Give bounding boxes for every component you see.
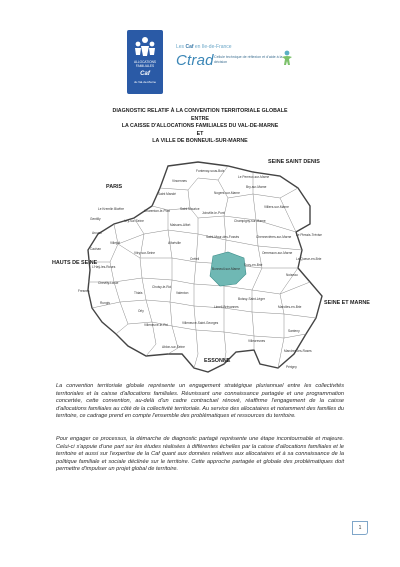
commune-label: Ormesson-sur-Marne: [262, 251, 293, 255]
title-line: ENTRE: [191, 115, 209, 122]
commune-label: L'Haÿ-les-Roses: [92, 265, 116, 269]
commune-label: Ablon-sur-Seine: [162, 345, 185, 349]
region-label: SEINE SAINT DENIS: [268, 159, 320, 165]
commune-label: La Queue-en-Brie: [296, 257, 322, 261]
commune-label: Valenton: [176, 291, 189, 295]
commune-label: Le Perreux-sur-Marne: [238, 175, 270, 179]
commune-label: Créteil: [190, 257, 200, 261]
commune-label: Champigny-sur-Marne: [234, 219, 266, 223]
commune-label: Villeneuve-Saint-Georges: [182, 321, 219, 325]
commune-label: Villejuif: [110, 241, 121, 245]
commune-label: Nogent-sur-Marne: [214, 191, 240, 195]
commune-label: Fresnes: [78, 289, 90, 293]
ctrad-name: Ctrad: [176, 52, 214, 69]
commune-label: Saint Maurice: [180, 207, 200, 211]
region-label: SEINE ET MARNE: [324, 300, 370, 306]
caf-logo-brand: Caf: [140, 71, 150, 77]
commune-label: Villiers-sur-Marne: [264, 205, 289, 209]
commune-label: Bry-sur-Marne: [246, 185, 267, 189]
caf-logo-line1: ALLOCATIONS FAMILIALES: [133, 60, 157, 68]
ctrad-tagline-brand: Caf: [185, 44, 194, 50]
caf-logo: [127, 30, 163, 94]
commune-label: Maisons-Alfort: [170, 223, 191, 227]
commune-label: Charenton-le-Pont: [144, 209, 171, 213]
title-line: ET: [196, 130, 204, 137]
commune-label: Alfortville: [168, 241, 181, 245]
commune-label: Cachan: [90, 247, 101, 251]
commune-label: Orly: [138, 309, 144, 313]
title-line: LA VILLE DE BONNEUIL-SUR-MARNE: [152, 138, 248, 145]
ctrad-tagline: [176, 44, 232, 50]
commune-label: Rungis: [100, 301, 110, 305]
region-label: HAUTS DE SEINE: [52, 260, 98, 266]
page-number: 1: [352, 521, 368, 535]
commune-label: Gentilly: [90, 217, 101, 221]
commune-label: Villecresnes: [248, 339, 266, 343]
commune-label: Boissy-Saint-Léger: [238, 297, 265, 301]
commune-label: Limeil-Brévannes: [214, 305, 239, 309]
commune-label: Mandres-les-Roses: [284, 349, 312, 353]
commune-label: Villeneuve-le-Roi: [144, 323, 169, 327]
commune-label: Noiseau: [286, 273, 298, 277]
commune-label: Chennevières-sur-Marne: [256, 235, 292, 239]
region-label: PARIS: [106, 184, 123, 190]
commune-label: Marolles-en-Brie: [278, 305, 302, 309]
ctrad-figure-icon: [280, 50, 294, 66]
ctrad-tagline-suffix: en Ile-de-France: [194, 44, 232, 50]
process-paragraph: Pour engager ce processus, la démarche de diagnostic partagé représente une étape incontournable et majeure. Celui-ci s'appuie d'une part sur les études réalisées à différentes échelles par la caisse d'allocations familiales et le territoire et aussi sur l'expertise de la Caf quant aux données relatives aux allocataires et à sa connaissance de la politique familiale et sociale déclinée sur le territoire. Cette approche partagée et globale des problématiques doit permettre d'impulser un projet global de territoire.: [56, 436, 344, 473]
region-label: ESSONNE: [204, 358, 231, 364]
ctrad-description: Cellule technique de réflexion et d'aide à la décision: [214, 55, 283, 64]
commune-label: Choisy-le-Roi: [152, 285, 172, 289]
commune-label: Le Kremlin Bicêtre: [98, 207, 125, 211]
commune-label: Chevilly-Larue: [98, 281, 119, 285]
caf-logo-line3: du Val-de-Marne: [133, 80, 157, 84]
commune-label: Sucy-en-Brie: [244, 263, 263, 267]
commune-label: Saint-Maur-des-Fossés: [206, 235, 240, 239]
commune-label: Périgny: [286, 365, 297, 369]
document-title-block: [60, 108, 340, 146]
commune-label: Thiais: [134, 291, 143, 295]
department-outline: [88, 162, 322, 372]
title-line: DIAGNOSTIC RELATIF À LA CONVENTION TERRITORIALE GLOBALE: [112, 108, 288, 114]
commune-label: Arcueil: [92, 231, 102, 235]
commune-label: Bonneuil-sur-Marne: [212, 267, 240, 271]
caf-family-icon: [133, 36, 157, 58]
commune-label: Joinville-le-Pont: [202, 211, 225, 215]
commune-label: Santeny: [288, 329, 300, 333]
intro-paragraph: La convention territoriale globale représente un engagement stratégique pluriannuel entre les collectivités territoriales et la caisse d'allocations familiales. Réunissant une connaissance partagée et une programmation concertée, cette convention, au-delà d'un cadre contractuel rénové, réaffirme l'engagement de la caisse d'allocations familiales au côté de la collectivité territoriale. Au service des allocataires et notamment des familles du territoire, ce cadrage prend en compte l'ensemble des problématiques et ressources du territoire.: [56, 383, 344, 420]
ctrad-tagline-prefix: Les: [176, 44, 185, 50]
title-line: LA CAISSE D'ALLOCATIONS FAMILIALES DU VAL-DE-MARNE: [121, 123, 279, 130]
val-de-marne-map: [48, 158, 370, 378]
commune-label: Fontenay-sous-Bois: [196, 169, 225, 173]
commune-label: Vitry-sur-Seine: [134, 251, 156, 255]
commune-label: Vincennes: [172, 179, 187, 183]
commune-label: Le Plessis-Trévise: [296, 233, 322, 237]
ctrad-logo: [176, 44, 296, 84]
commune-label: Ivry-sur-Seine: [124, 219, 144, 223]
commune-label: Saint Mandé: [158, 192, 176, 196]
